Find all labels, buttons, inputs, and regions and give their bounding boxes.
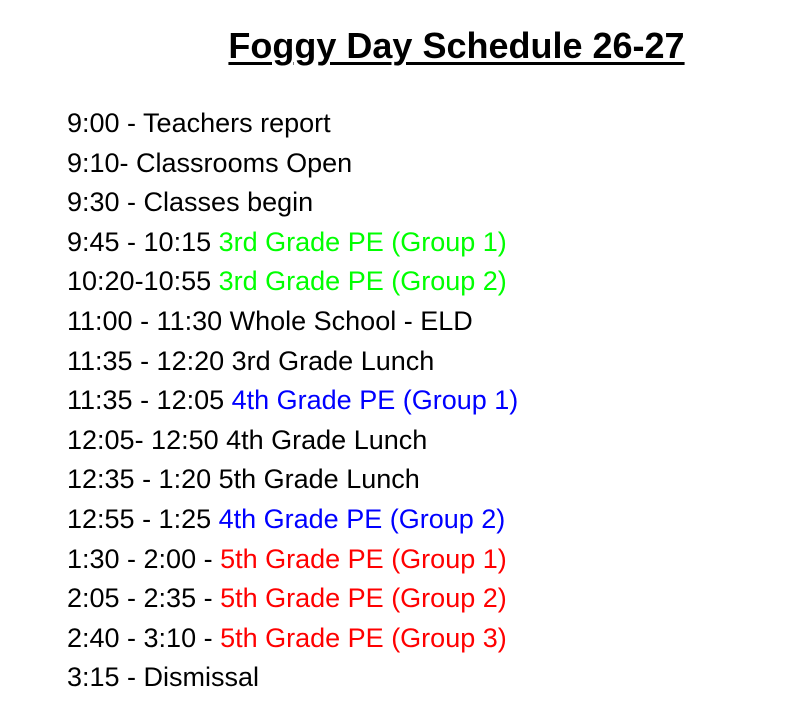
fourth-grade-pe-event: 4th Grade PE (Group 2): [218, 503, 506, 534]
third-grade-pe-event: 3rd Grade PE (Group 2): [218, 266, 507, 297]
schedule-time: 9:30 - Classes begin: [67, 187, 314, 218]
third-grade-pe-event: 3rd Grade PE (Group 1): [218, 226, 507, 257]
schedule-item: [67, 144, 518, 184]
schedule-time: 9:10- Classrooms Open: [67, 147, 353, 178]
schedule-item: [67, 302, 518, 342]
schedule-time: 2:05 - 2:35 -: [67, 583, 221, 614]
schedule-time: 9:00 - Teachers report: [67, 108, 331, 138]
schedule-time: 10:20-10:55: [67, 266, 219, 297]
schedule-time: 1:30 - 2:00 -: [67, 543, 221, 574]
fifth-grade-pe-event: 5th Grade PE (Group 1): [220, 543, 507, 574]
schedule-item: [67, 540, 518, 580]
schedule-item: [67, 619, 518, 659]
document-title: Foggy Day Schedule 26-27: [228, 25, 685, 66]
fifth-grade-pe-event: 5th Grade PE (Group 3): [220, 622, 507, 653]
schedule-item: [67, 381, 518, 421]
schedule-item: [67, 183, 518, 223]
schedule-item: [67, 342, 518, 382]
schedule-item: [67, 262, 518, 302]
schedule-time: 2:40 - 3:10 -: [67, 622, 221, 653]
schedule-item: [67, 104, 518, 144]
schedule-item: [67, 223, 518, 263]
schedule-time: 9:45 - 10:15: [67, 226, 219, 257]
schedule-time: 12:55 - 1:25: [67, 503, 219, 534]
fourth-grade-pe-event: 4th Grade PE (Group 1): [231, 385, 519, 416]
schedule-item: [67, 421, 518, 461]
schedule-item: [67, 658, 518, 698]
schedule-list: [67, 104, 518, 698]
schedule-time: 3:15 - Dismissal: [67, 662, 260, 693]
fifth-grade-pe-event: 5th Grade PE (Group 2): [220, 583, 507, 614]
schedule-time: 11:35 - 12:05: [67, 385, 232, 416]
schedule-time: 12:35 - 1:20 5th Grade Lunch: [67, 464, 420, 495]
schedule-item: [67, 500, 518, 540]
schedule-time: 12:05- 12:50 4th Grade Lunch: [67, 424, 428, 455]
schedule-time: 11:35 - 12:20 3rd Grade Lunch: [67, 345, 435, 376]
schedule-time: 11:00 - 11:30 Whole School - ELD: [67, 305, 473, 336]
schedule-item: [67, 460, 518, 500]
schedule-item: [67, 579, 518, 619]
